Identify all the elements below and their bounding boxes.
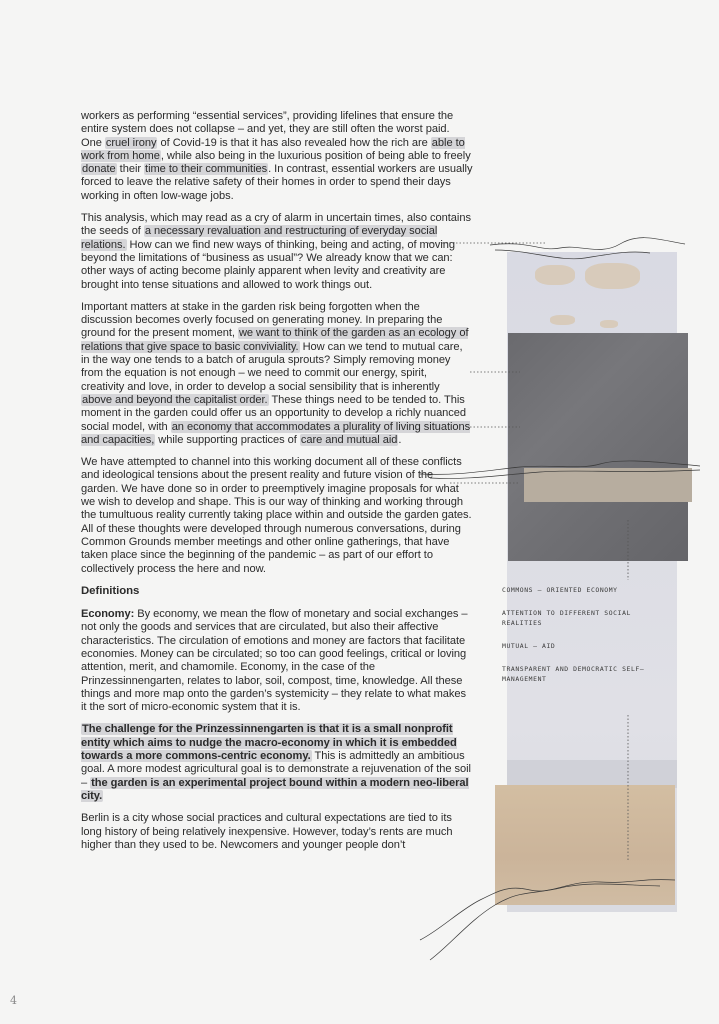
text-run: These things need to be tended to. This moment in the garden could offer us an opportunity to develop a richly nuanced social model, with — [81, 393, 467, 433]
text-run: their — [116, 163, 145, 176]
highlight-time-communities: time to their communities — [145, 163, 268, 176]
thread-line — [430, 470, 700, 478]
highlight-beyond-capitalist: above and beyond the capitalist order. — [82, 393, 268, 406]
text-run: . — [398, 433, 402, 446]
highlight-revaluation: a necessary revaluation and restructuring of everyday social relations. — [81, 225, 438, 251]
thread-line — [495, 250, 650, 259]
text-run: How can we tend to mutual care, in the way one tends to a batch of arugula sprouts? Simply removing money from the equation is not enough – we need to commit our energy, spirit, creativity and love, in order to develop a social sensibility that is inherently — [81, 340, 463, 393]
text-run: This is admittedly an ambitious goal. A more modest agricultural goal is to demonstrate a rejuvenation of the soil – — [81, 750, 471, 789]
text-run: . In contrast, essential workers are usually forced to leave the relative safety of their homes in order to spend their days working in often low-wage jobs. — [81, 163, 473, 202]
highlight-donate: donate — [82, 163, 116, 176]
text-run: while supporting practices of — [155, 433, 300, 446]
text-run: By economy, we mean the flow of monetary and social exchanges – not only the goods and services that are circulated, but also their affective characteristics. The circulation of emotions and money are factors that facilitate economies. Money can be circulated; so too can good feelings, critical or loving attention, merit, and chamomile. Economy, in the case of the Prinzessinnengarten, relates to labor, soil, compost, time, knowledge. All these things and more map onto the garden’s systemicity – they relate to what makes it the sort of micro-economic system that it is. — [81, 608, 468, 714]
highlight-work-from-home: able to work from home — [81, 136, 465, 162]
page-number: 4 — [10, 994, 17, 1007]
thread-line — [430, 884, 660, 960]
text-run: This analysis, which may read as a cry of alarm in uncertain times, also contains the seeds of — [81, 212, 471, 238]
text-run: , while also being in the luxurious position of being able to freely — [160, 149, 471, 162]
text-run: How can we find new ways of thinking, being and acting, of moving beyond the limitations of “business as usual”? We already know that we can: other ways of acting become plainly apparent when levity and creativity are brought into tense situations and allowed to work things out. — [81, 238, 455, 291]
highlight-cruel-irony: cruel irony — [105, 136, 157, 149]
text-run: Berlin is a city whose social practices and cultural expectations are tied to its long history of being relatively inexpensive. However, today’s rents are much higher than they used to be. Newcomers and younger people don’t — [81, 812, 453, 851]
text-run: of Covid-19 is that it has also revealed how the rich are — [157, 136, 431, 149]
thread-line — [490, 238, 685, 250]
text-run: Important matters at stake in the garden risk being forgotten when the discussion becomes overly focused on generating money. In preparing the ground for the present moment, — [81, 300, 443, 340]
text-run: We have attempted to channel into this working document all of these conflicts and ideological tensions about the present reality and future vision of the garden. We have done so in order to preemptively imagine proposals for what we wish to develop and shape. This is our way of thinking and working through the tumultuous reality currently taking place within and outside the garden gates. All of these thoughts were developed through numerous conversations, during Common Grounds member meetings and other online gatherings, that have taken place since the beginning of the pandemic – as part of our effort to collectively process the here and now. — [81, 456, 472, 575]
note-mutual-aid: MUTUAL – AID — [502, 642, 556, 650]
highlight-plurality: an economy that accommodates a plurality of living situations and capacities, — [81, 420, 471, 446]
thread-line — [420, 880, 675, 940]
highlight-ecology-of-relations: we want to think of the garden as an ecology of relations that give space to basic conviviality. — [81, 327, 469, 353]
section-heading-definitions: Definitions — [81, 584, 140, 597]
term-economy: Economy: — [81, 608, 135, 621]
thread-line — [420, 461, 700, 474]
highlight-challenge: The challenge for the Prinzessinnengarten is that it is a small nonprofit entity which aims to nudge the macro-economy in which it is embedded towards a more commons-centric economy. — [81, 723, 457, 763]
handwritten-notes — [502, 585, 652, 697]
note-commons-economy: COMMONS – ORIENTED ECONOMY — [502, 586, 618, 594]
note-self-management: TRANSPARENT AND DEMOCRATIC SELF–MANAGEMENT — [502, 665, 645, 683]
note-social-realities: ATTENTION TO DIFFERENT SOCIAL REALITIES — [502, 609, 631, 627]
highlight-care-mutual-aid: care and mutual aid — [300, 433, 398, 446]
highlight-experimental-project: the garden is an experimental project bound within a modern neo-liberal city. — [81, 776, 469, 802]
text-run: workers as performing “essential services”, providing lifelines that ensure the entire system does not collapse – and yet, they are still often the worst paid. One — [81, 110, 454, 149]
